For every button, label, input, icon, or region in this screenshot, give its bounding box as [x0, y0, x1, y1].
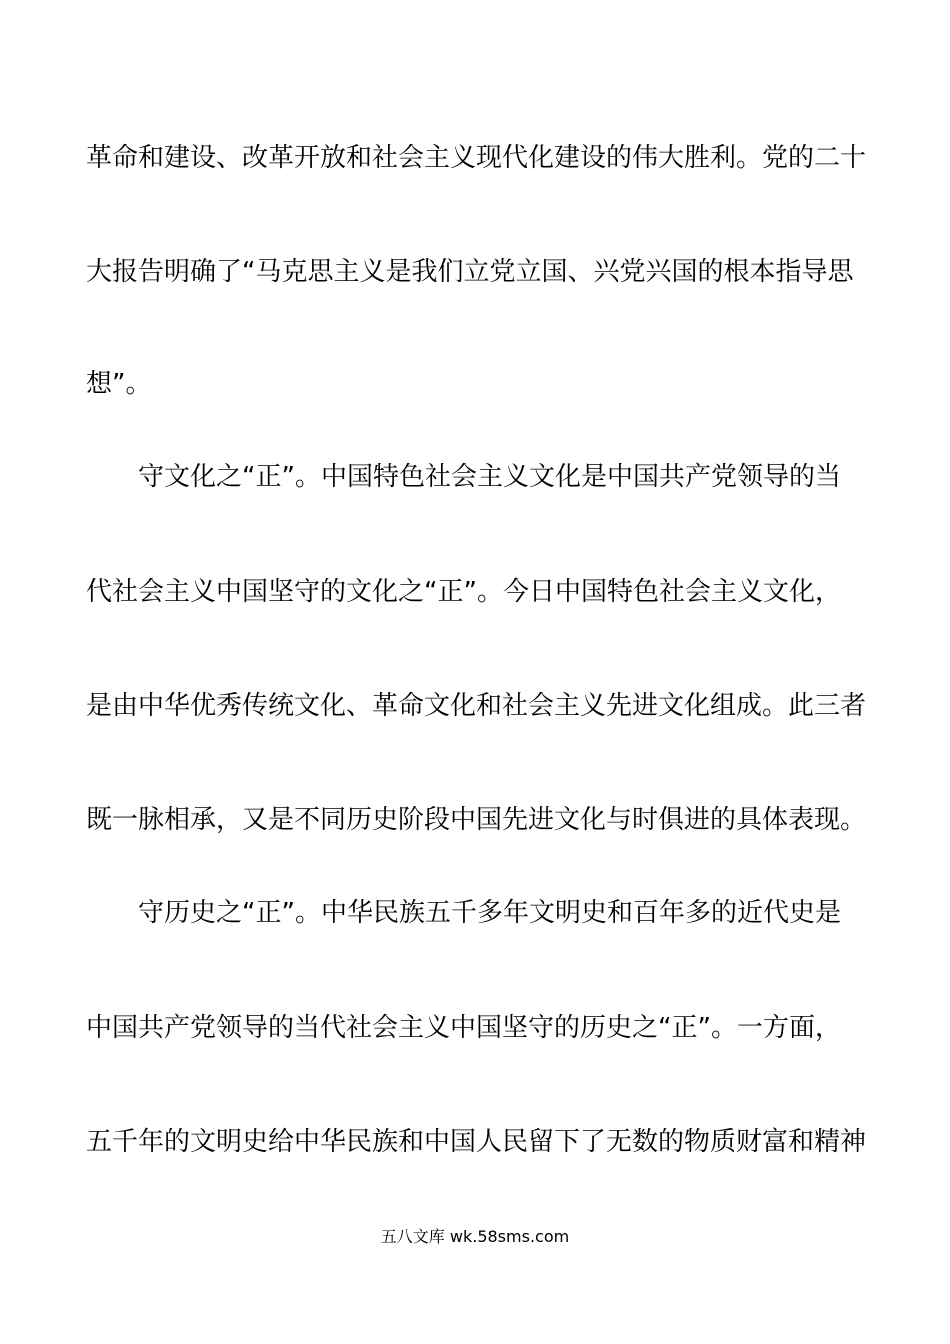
text-line: 中国共产党领导的当代社会主义中国坚守的历史之“正”。一方面，: [86, 1013, 841, 1043]
text-line: 既一脉相承，又是不同历史阶段中国先进文化与时俱进的具体表现。: [86, 805, 867, 835]
page-footer: 五八文库 wk.58sms.com: [380, 1227, 570, 1246]
text-line: 革命和建设、改革开放和社会主义现代化建设的伟大胜利。党的二十: [86, 143, 867, 173]
text-line: 是由中华优秀传统文化、革命文化和社会主义先进文化组成。此三者: [86, 691, 867, 721]
text-line: 想”。: [86, 369, 152, 399]
text-line: 大报告明确了“马克思主义是我们立党立国、兴党兴国的根本指导思: [86, 257, 854, 287]
text-line: 五千年的文明史给中华民族和中国人民留下了无数的物质财富和精神: [86, 1127, 867, 1157]
paragraph-start-line: 守历史之“正”。中华民族五千多年文明史和百年多的近代史是: [138, 898, 841, 928]
text-line: 代社会主义中国坚守的文化之“正”。今日中国特色社会主义文化，: [86, 577, 841, 607]
paragraph-start-line: 守文化之“正”。中国特色社会主义文化是中国共产党领导的当: [138, 462, 841, 492]
